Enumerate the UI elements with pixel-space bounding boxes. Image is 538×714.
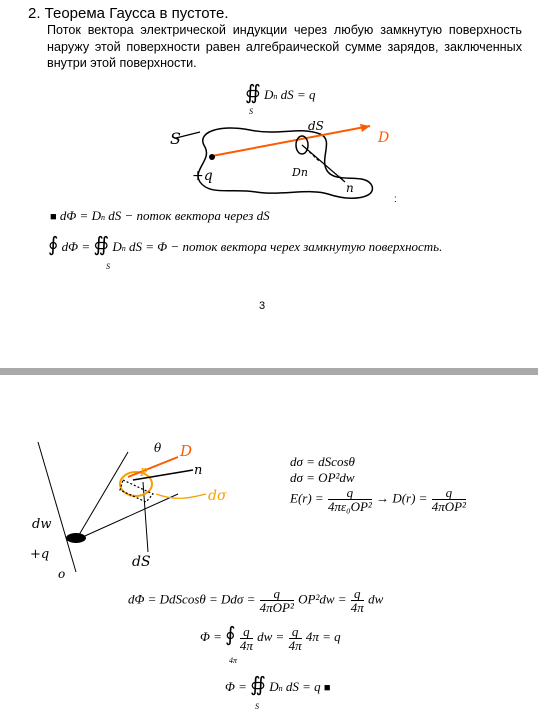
theta-label: θ [154, 441, 162, 455]
d-label: D [180, 442, 193, 460]
fraction-d [432, 486, 466, 513]
section-heading: 2. Теорема Гаусса в пустоте. [28, 5, 229, 22]
subscript-n: n [278, 684, 283, 693]
field-lhs: E(r) = [290, 490, 324, 506]
fraction-e [328, 486, 372, 513]
origin-blob [66, 533, 86, 543]
end-mark-icon: ■ [323, 682, 331, 694]
equation-field [290, 486, 467, 513]
flux-element-line [50, 208, 270, 224]
equation-dsigma-2: dσ = OP²dw [290, 470, 355, 485]
total-end: 4π = q [305, 629, 341, 644]
dw-label: dw [32, 517, 52, 532]
numerator: q [243, 623, 250, 639]
n-label: n [194, 463, 203, 478]
final-end: dS = q [285, 679, 321, 694]
subscript-n: n [273, 92, 278, 101]
fraction-1 [240, 625, 253, 652]
flux-mid: OP²dw = [298, 591, 347, 607]
sketch-dn-label: Dn [292, 166, 308, 179]
sketch-q-label: +q [192, 168, 213, 184]
o-label: o [58, 567, 66, 581]
sketch-n-label: n [346, 181, 354, 195]
numerator: q [445, 485, 453, 500]
p-label: P [140, 466, 148, 479]
integral-subscript-s: S [106, 262, 110, 271]
cone-line-1 [76, 452, 128, 540]
normal-arrow [302, 145, 345, 182]
ds-label: dS [132, 554, 151, 570]
cone-line-2 [76, 494, 178, 540]
sketch-s-label: S [170, 129, 181, 148]
final-lhs: Φ = [225, 679, 247, 694]
equation-flux-element [128, 587, 383, 614]
numerator: q [273, 586, 280, 601]
d-symbol: D [264, 87, 274, 102]
denominator: 4πOP² [259, 600, 294, 615]
denominator: 4πε₀OP² [327, 499, 372, 514]
denominator: 4π [350, 600, 364, 615]
page-number: 3 [259, 300, 266, 312]
equation-total-flux [200, 622, 341, 652]
field-arrow: → D(r) = [376, 490, 428, 506]
flux-closed-text: dS = Φ − поток вектора черех замкнутую поверхность. [129, 239, 443, 254]
d-arrowhead [360, 124, 370, 132]
closed-surface-sketch [160, 112, 410, 207]
d-symbol: D [269, 679, 279, 694]
page-divider [0, 368, 538, 375]
denominator: 4πOP² [431, 499, 466, 514]
equation-rest: dS = q [280, 87, 316, 102]
numerator: q [346, 485, 354, 500]
flux-closed-line [48, 232, 442, 256]
dsigma-pointer [156, 494, 206, 498]
total-mid: dw = [257, 629, 285, 644]
subscript-n: n [100, 213, 105, 222]
flux-closed-left: dΦ = [61, 239, 91, 254]
double-integral-icon: ∯ [245, 80, 261, 104]
contour-integral-icon: ∮ [225, 622, 236, 646]
d-symbol: D [112, 239, 122, 254]
sketch-d-label: D [378, 130, 390, 146]
fraction-1 [260, 587, 294, 614]
numerator: q [354, 586, 361, 601]
sketch-ds-label: dS [308, 119, 324, 133]
contour-integral-icon: ∮ [48, 232, 59, 256]
double-contour-integral-icon: ∯ [250, 672, 266, 696]
fraction-2 [289, 625, 302, 652]
flux-end: dw [368, 591, 384, 607]
denominator: 4π [288, 637, 302, 653]
theorem-paragraph: Поток вектора электрической индукции через любую замкнутую поверхность наружу этой поверхности равен алгебраической сумме зарядов, заключенных внутри этой поверхности. [47, 23, 522, 70]
fraction-2 [351, 587, 364, 614]
bullet-icon: ■ [50, 211, 57, 223]
denominator: 4π [239, 637, 253, 653]
total-lhs: Φ = [200, 629, 222, 644]
double-contour-integral-icon: ∯ [93, 232, 110, 256]
dsigma-label: dσ [208, 488, 227, 504]
q-label: +q [30, 547, 50, 562]
gauss-equation [245, 80, 315, 104]
equation-dsigma-1: dσ = dScosθ [290, 454, 355, 469]
charge-point [209, 154, 215, 160]
solid-angle-sketch [28, 432, 258, 582]
equation-final [225, 672, 331, 696]
integral-subscript-s: S [249, 107, 253, 116]
flux-suffix: dS − поток вектора через dS [108, 208, 270, 223]
sketch-colon: : [394, 194, 397, 205]
subscript-n: n [121, 244, 126, 253]
numerator: q [291, 623, 299, 639]
flux-prefix: dΦ = D [59, 208, 101, 223]
flux-lhs: dΦ = DdScosθ = Ddσ = [128, 591, 256, 607]
integral-subscript-s: S [255, 702, 259, 711]
integral-subscript-4pi: 4π [229, 656, 238, 665]
